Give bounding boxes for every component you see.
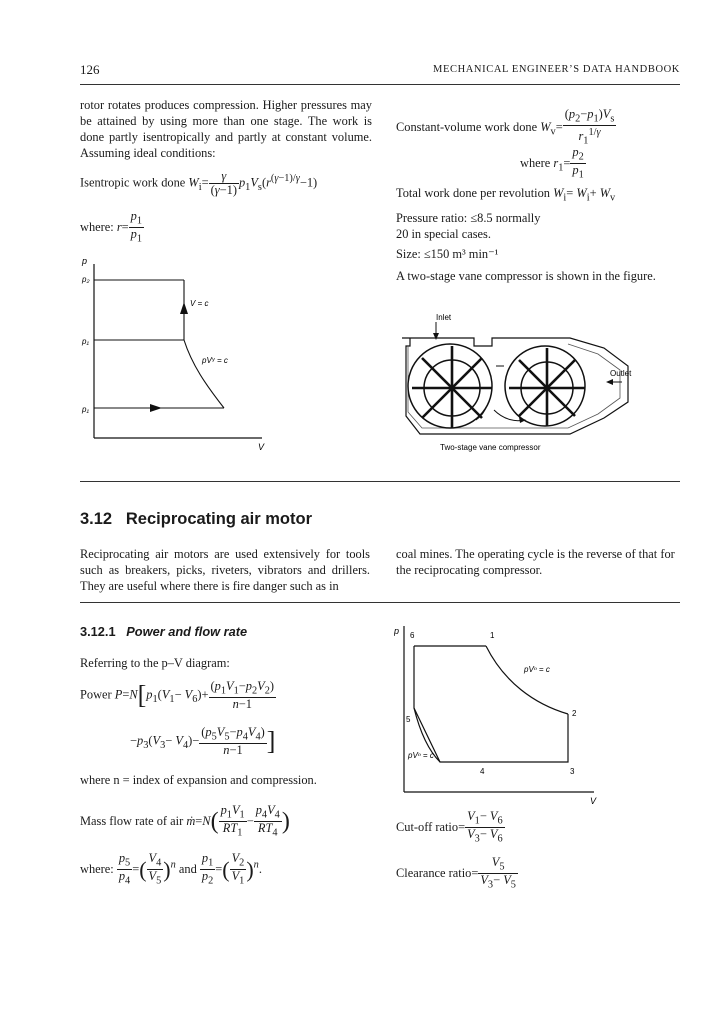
total-work-equation: Total work done per revolution $W_i= W_i+ W_v$ — [396, 186, 616, 204]
section-number: 3.12 — [80, 510, 113, 528]
point-6-label: 6 — [410, 631, 415, 640]
where-label: where: — [80, 219, 114, 234]
size-text: Size: ≤150 m³ min⁻¹ — [396, 247, 499, 261]
point-4-label: 4 — [480, 767, 485, 776]
point-1-label: 1 — [490, 631, 495, 640]
mass-flow-label: Mass flow rate of air — [80, 813, 184, 828]
inlet-label: Inlet — [436, 313, 452, 322]
upward-arrow — [180, 302, 188, 314]
power-equation-line2: $-p_3(V_3- V_4)-$ $\frac{(p_5V_5-p_4V_4)}{n-1}$ ] — [130, 725, 276, 758]
mass-flow-equation: Mass flow rate of air ṁ=N( $\frac{p_1V_1}{RT_1}$ − $\frac{p_4V_4}{RT_4}$ ) — [80, 803, 290, 839]
inlet-arrow — [433, 333, 439, 340]
where-n-text: where n = index of expansion and compression. — [80, 773, 317, 787]
section-heading — [80, 510, 312, 529]
and-label: and — [178, 861, 197, 876]
isentropic-work-equation: Isentropic work done $W_i=$ $\frac{\gamma}{(\gamma-1)}$ $p_1V_s(r^{(\gamma-1)/\gamma}-1)$ — [80, 169, 318, 197]
pv-c-label: pVᵞ = c — [202, 356, 228, 365]
stage1-vanes — [412, 346, 492, 428]
r1-definition: where $r_1=$ $\frac{p_2}{p_1}$ — [520, 145, 584, 181]
subsection-heading — [80, 624, 247, 639]
isentropic-curve — [184, 340, 224, 408]
clearance-ratio-equation: Clearance ratio= $\frac{V_5}{V_3- V_5}$ — [396, 855, 516, 891]
y-axis-label: p — [394, 626, 400, 636]
vane-pv-diagram — [80, 250, 280, 450]
pv-lower-label: pVⁿ = c — [408, 751, 434, 760]
pressure-ratio-definition: where: r= $\frac{p_1}{p_1}$ — [80, 209, 143, 245]
pv-upper-label: pVⁿ = c — [524, 665, 550, 674]
isentropic-label: Isentropic work done — [80, 175, 186, 190]
point-2-label: 2 — [572, 709, 577, 718]
v-c-label: V = c — [190, 299, 209, 308]
outlet-label: Outlet — [610, 369, 632, 378]
vane-compressor-figure — [400, 308, 670, 456]
expansion-curve — [486, 646, 568, 714]
cycle-lower-path — [414, 646, 568, 762]
power-equation-line1: Power $P=N[p_1(V_1- V_6)+$ $\frac{(p_1V_1-p_2V_2)}{n-1}$ — [80, 679, 275, 712]
p2-label: p₂ — [82, 275, 90, 284]
vane-sentence: A two-stage vane compressor is shown in the figure. — [396, 269, 656, 283]
running-title: MECHANICAL ENGINEER’S DATA HANDBOOK — [433, 64, 680, 75]
power-label: Power — [80, 687, 112, 702]
p1-lower-label: p₁ — [82, 405, 89, 414]
section-para-right: coal mines. The operating cycle is the reverse of that for the reciprocating compressor. — [396, 547, 675, 577]
header-rule — [80, 84, 680, 85]
point-3-label: 3 — [570, 767, 575, 776]
cutoff-label: Cut-off ratio — [396, 819, 459, 834]
stage2-vanes — [509, 348, 585, 426]
page-number: 126 — [80, 62, 100, 77]
y-axis-label: p — [82, 256, 88, 266]
intro-paragraph: rotor rotates produces compression. Higher pressures may be attained by using more than one stage. The work is done partly isentropically and partly at constant volume. Assuming ideal conditions: — [80, 98, 372, 160]
x-axis-label: V — [258, 442, 265, 450]
cutoff-ratio-equation: Cut-off ratio= $\frac{V_1- V_6}{V_3- V_6}$ — [396, 809, 503, 845]
where-label-2: where: — [80, 861, 114, 876]
total-work-label: Total work done per revolution — [396, 186, 550, 200]
p1-upper-label: p₁ — [82, 337, 89, 346]
outlet-arrow — [606, 379, 613, 385]
const-vol-label: Constant-volume work done — [396, 119, 538, 134]
figure-caption: Two-stage vane compressor — [440, 443, 541, 452]
x-axis-label: V — [590, 796, 597, 806]
section-rule — [80, 481, 680, 482]
pressure-ratio-text-2: 20 in special cases. — [396, 227, 491, 241]
rightward-arrow — [150, 404, 162, 412]
subsection-rule — [80, 602, 680, 603]
subsection-number: 3.12.1 — [80, 624, 116, 639]
polytropic-relations: where: $\frac{p_5}{p_4}$ =( $\frac{V_4}{V_5}$ )$^n$ and $\frac{p_1}{p_2}$ =( $\frac{V_2}{V_1}$ )$^n$. — [80, 851, 262, 887]
inner-casing — [408, 344, 620, 428]
section-title: Reciprocating air motor — [125, 510, 313, 528]
clearance-label: Clearance ratio — [396, 865, 472, 880]
subsection-title: Power and flow rate — [126, 624, 248, 639]
section-para-left: Reciprocating air motors are used extensively for tools such as breakers, picks, riveters, vibrators and drillers. They are useful where there is fire danger such as in — [80, 547, 370, 593]
referring-text: Referring to the p–V diagram: — [80, 656, 230, 670]
pressure-ratio-text-1: Pressure ratio: ≤8.5 normally — [396, 211, 541, 225]
point-5-label: 5 — [406, 715, 411, 724]
air-motor-pv-diagram — [394, 622, 604, 806]
where-r1-label: where — [520, 155, 551, 170]
constant-volume-work-equation: Constant-volume work done $W_v=$ $\frac{(p_2-p_1)V_s}{r_1^{1/\gamma}}$ — [396, 107, 615, 148]
